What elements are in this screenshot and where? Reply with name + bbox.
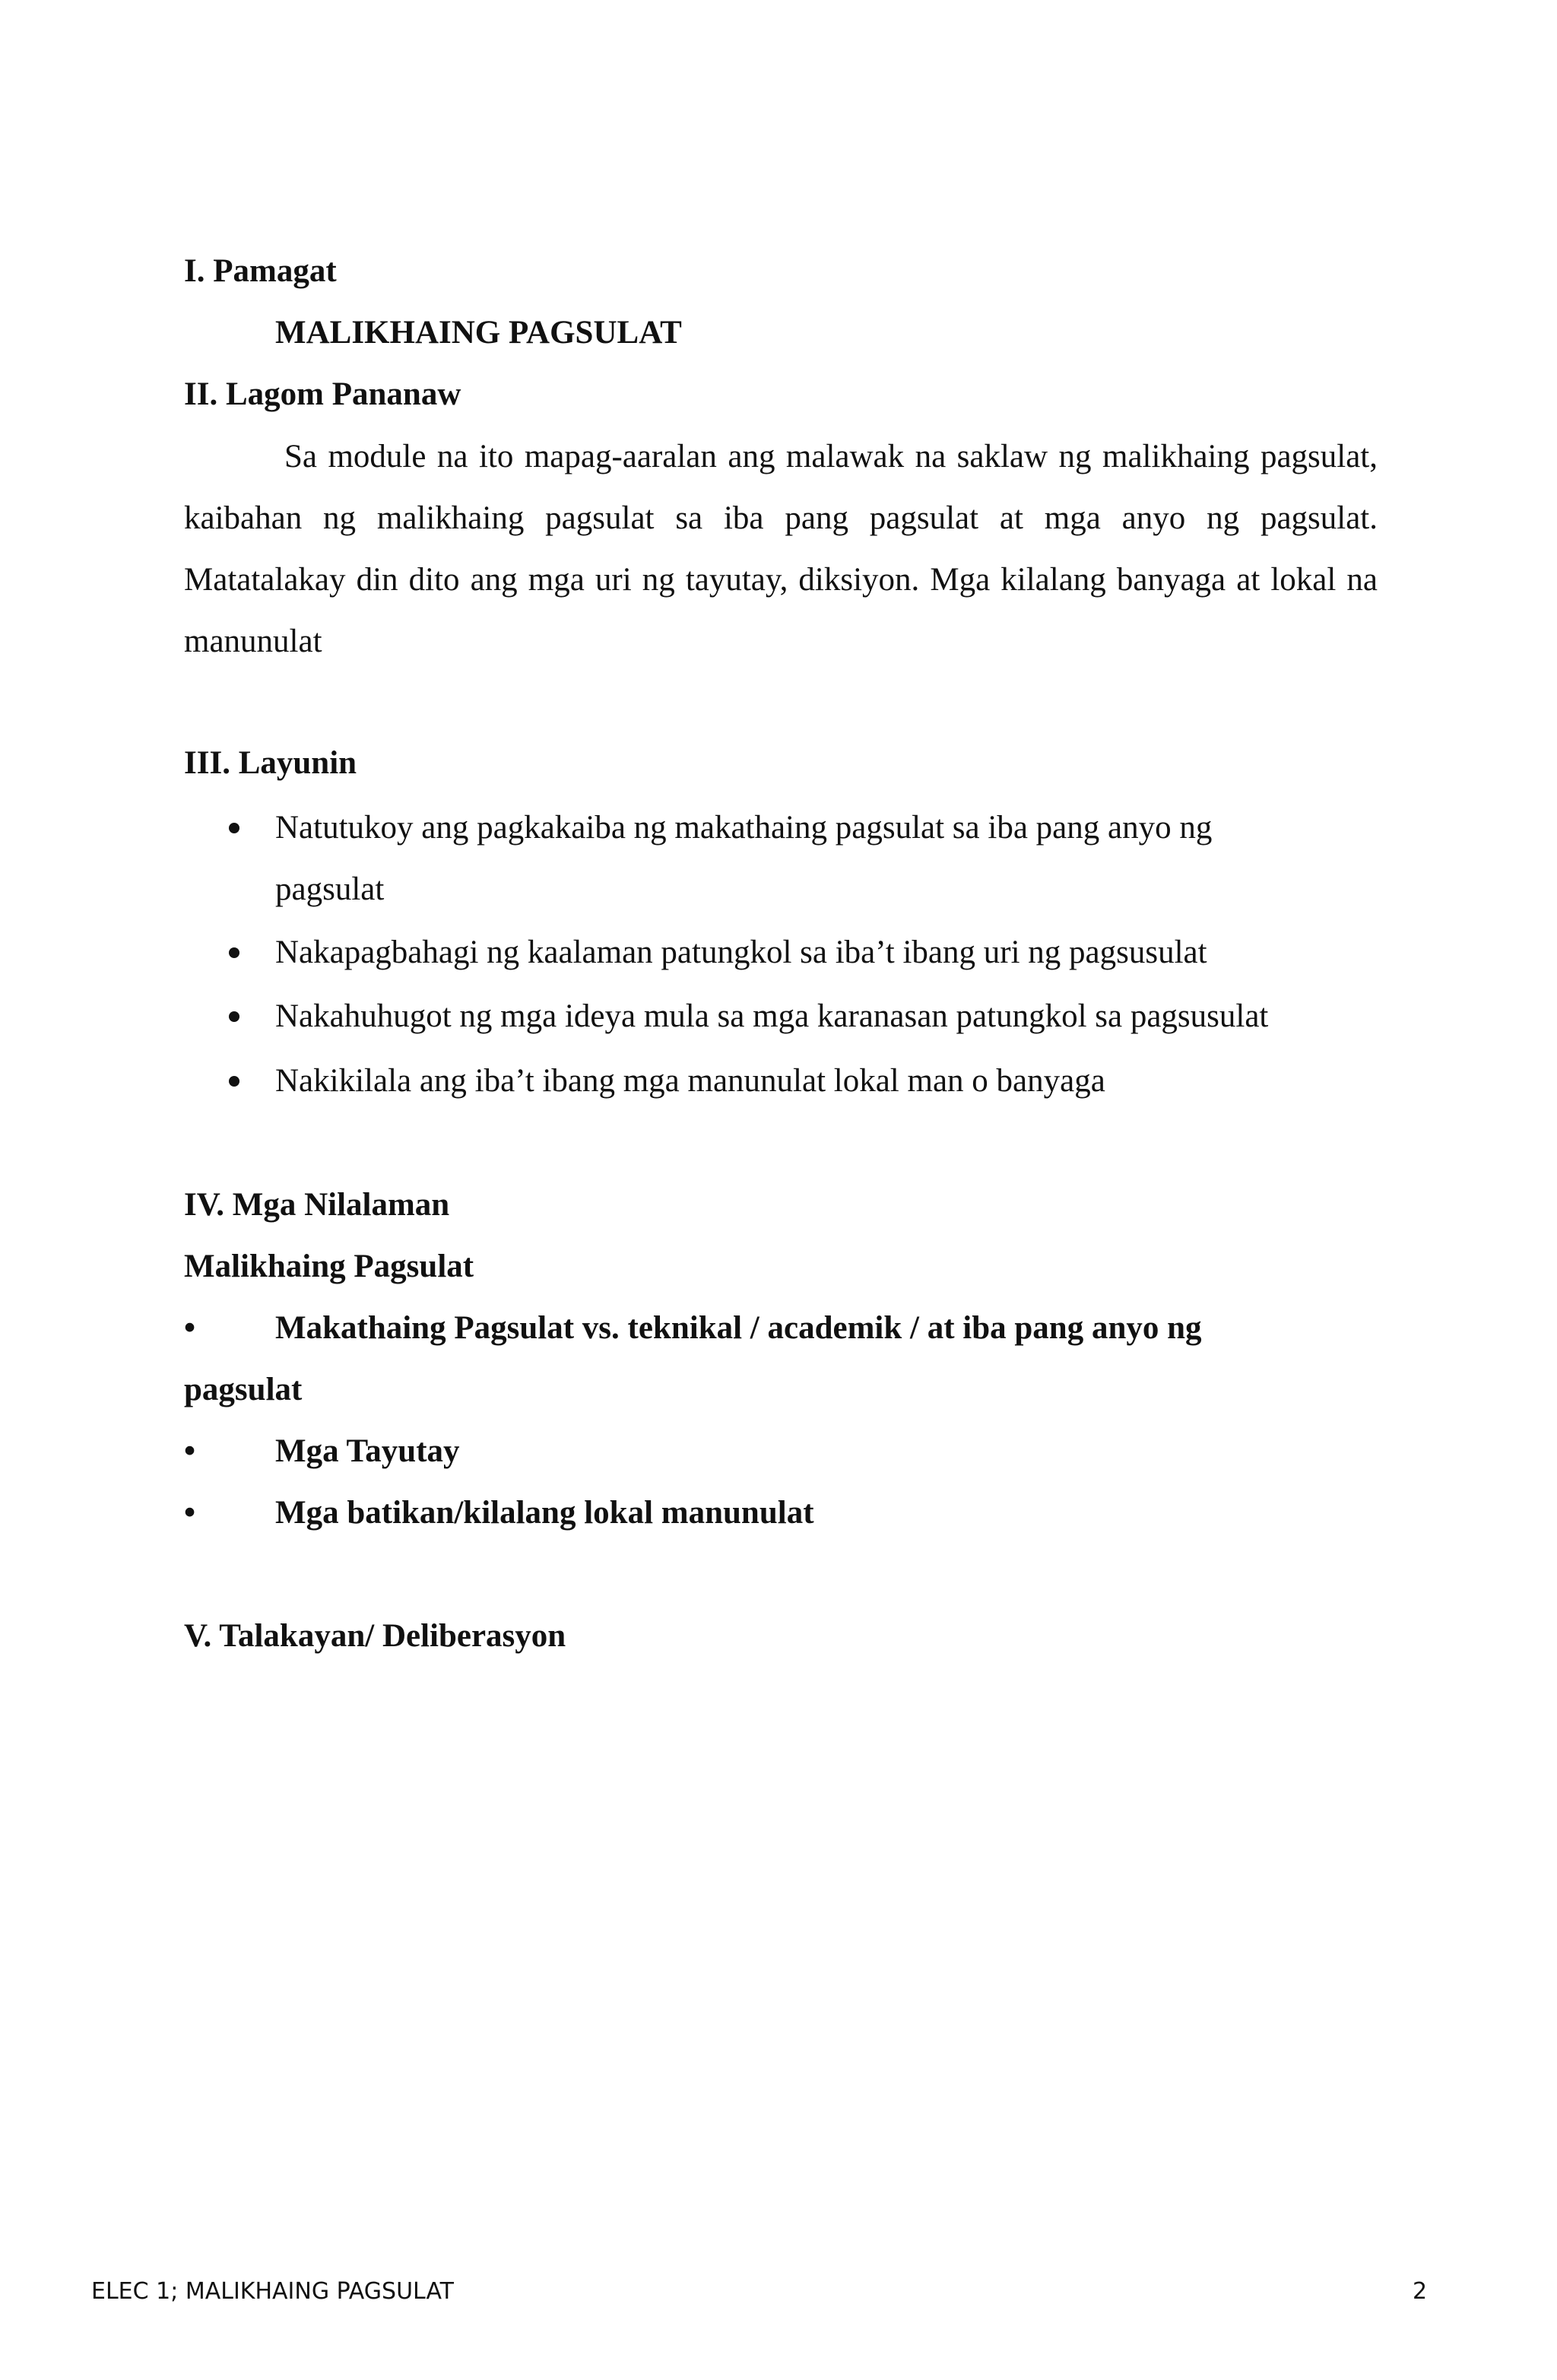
layunin-item: Natutukoy ang pagkakaiba ng makathaing pagsulat sa iba pang anyo ng: [275, 810, 1213, 846]
bullet-icon: [229, 823, 239, 833]
section-heading-layunin: III. Layunin: [184, 745, 357, 781]
section-heading-lagom: II. Lagom Pananaw: [184, 376, 461, 412]
layunin-item: Nakahuhugot ng mga ideya mula sa mga karanasan patungkol sa pagsusulat: [275, 998, 1269, 1034]
bullet-icon: •: [184, 1310, 196, 1346]
lagom-paragraph: Sa module na ito mapag-aaralan ang malawak na saklaw ng malikhaing pagsulat, kaibahan ng malikhaing pagsulat sa iba pang pagsulat at mga anyo ng pagsulat. Matatalakay din dito ang mga uri ng tayutay, diksiyon. Mga kilalang banyaga at lokal na manunulat: [184, 439, 1378, 659]
nilalaman-item-continuation: pagsulat: [184, 1372, 303, 1407]
nilalaman-item: Mga batikan/kilalang lokal manunulat: [275, 1495, 814, 1531]
document-title: MALIKHAING PAGSULAT: [275, 315, 682, 351]
section-heading-talakayan: V. Talakayan/ Deliberasyon: [184, 1618, 566, 1654]
layunin-item-continuation: pagsulat: [275, 871, 385, 907]
layunin-item: Nakapagbahagi ng kaalaman patungkol sa iba’t ibang uri ng pagsusulat: [275, 935, 1207, 970]
nilalaman-item: Makathaing Pagsulat vs. teknikal / academik / at iba pang anyo ng: [275, 1310, 1202, 1346]
nilalaman-item: Mga Tayutay: [275, 1433, 460, 1469]
bullet-icon: [229, 1011, 239, 1022]
layunin-item: Nakikilala ang iba’t ibang mga manunulat lokal man o banyaga: [275, 1063, 1105, 1099]
bullet-icon: [229, 947, 239, 958]
bullet-icon: •: [184, 1495, 196, 1531]
page-number: 2: [1413, 2278, 1428, 2305]
bullet-icon: •: [184, 1433, 196, 1469]
footer-label: ELEC 1; MALIKHAING PAGSULAT: [91, 2278, 454, 2305]
bullet-icon: [229, 1076, 239, 1087]
section-heading-pamagat: I. Pamagat: [184, 253, 337, 289]
section-heading-nilalaman: IV. Mga Nilalaman: [184, 1187, 450, 1223]
nilalaman-subheading: Malikhaing Pagsulat: [184, 1249, 474, 1284]
